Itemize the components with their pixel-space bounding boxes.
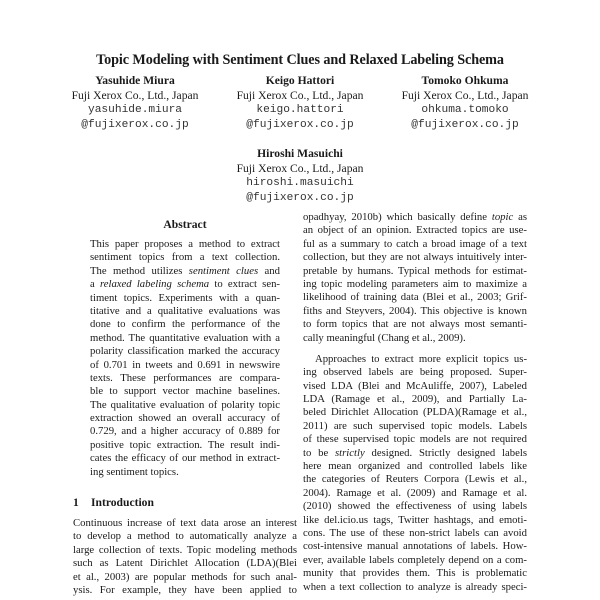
- text-line: LDA (Ramage et al., 2009), and Partially La-: [303, 393, 527, 406]
- text-line: This paper proposes a method to extract: [90, 238, 280, 250]
- introduction-body: [73, 517, 297, 597]
- paragraph: [303, 353, 527, 594]
- text-line: when a text collection to analyze is already speci-: [303, 580, 527, 593]
- text-line: to form topics that are not always most semanti-: [303, 318, 527, 331]
- text-line: vised LDA (Blei and McAuliffe, 2007), Labeled: [303, 379, 527, 392]
- author-block: [225, 147, 375, 205]
- text-line: sentiment topics from a text collection.: [90, 251, 280, 264]
- text-line: cally meaningful (Chang et al., 2009).: [303, 331, 466, 344]
- text-line: to develop a method to automatically analyze a: [73, 530, 297, 543]
- text-line: 2004). Ramage et al. (2009) and Ramage et al.: [303, 486, 527, 499]
- author-email-domain: @fujixerox.co.jp: [246, 191, 354, 204]
- text-line: fiths and Steyvers, 2004). This objective is known: [303, 304, 527, 317]
- text-line: 0.729, and a higher accuracy of 0.889 for: [90, 425, 280, 438]
- text-line: an object of an opinion. Extracted topics are use-: [303, 224, 527, 237]
- author-name: Yasuhide Miura: [95, 74, 175, 87]
- author-name: Hiroshi Masuichi: [257, 147, 343, 160]
- author-email-domain: @fujixerox.co.jp: [246, 118, 354, 131]
- paper-title: Topic Modeling with Sentiment Clues and Relaxed Labeling Schema: [96, 52, 504, 68]
- text-line: collection, but they are not always intuitively inter-: [303, 251, 527, 264]
- text-line: of 0.701 in tweets and 0.691 in newswire: [90, 358, 280, 371]
- text-line: ever, available labels completely depend on a com-: [303, 553, 527, 566]
- abstract-heading: Abstract: [163, 218, 207, 231]
- text-line: method. The quantitative evaluation with a: [90, 331, 280, 344]
- text-line: extraction showed an overall accuracy of: [90, 412, 280, 425]
- text-line: opadhyay, 2010b) which basically define topic as: [303, 211, 527, 223]
- text-line: cons. The use of these non-strict labels can avoid: [303, 526, 527, 539]
- text-line: The method utilizes sentiment clues and: [90, 264, 280, 277]
- text-line: Approaches to extract more explicit topics us-: [315, 352, 527, 365]
- abstract-body: [90, 238, 280, 479]
- text-line: cates the efficacy of our method in extract-: [90, 452, 280, 465]
- author-block: [225, 74, 375, 132]
- section-title: Introduction: [91, 496, 154, 509]
- text-line: to be strictly designed. Strictly designed labels: [303, 446, 527, 459]
- author-list: [60, 74, 540, 132]
- text-line: the categories of Reuters Corpora (Lewis et al.,: [303, 473, 527, 486]
- author-affiliation: Fuji Xerox Co., Ltd., Japan: [401, 88, 529, 102]
- author-affiliation: Fuji Xerox Co., Ltd., Japan: [236, 88, 364, 102]
- paragraph-gap: [303, 345, 527, 353]
- text-line: here mean organized and controlled labels like: [303, 460, 527, 473]
- author-affiliation: Fuji Xerox Co., Ltd., Japan: [236, 161, 364, 175]
- author-email-user: yasuhide.miura: [88, 104, 182, 116]
- author-email-user: keigo.hattori: [256, 104, 344, 116]
- text-line: beled Dirichlet Allocation (PLDA)(Ramage et al.,: [303, 406, 527, 419]
- text-line: such as Latent Dirichlet Allocation (LDA)(Blei: [73, 557, 297, 570]
- text-line: done to confirm the performance of the: [90, 318, 280, 331]
- author-name: Keigo Hattori: [265, 74, 335, 87]
- author-block: [390, 74, 540, 132]
- text-line: positive topic extraction. The result indi-: [90, 438, 280, 451]
- text-line: ing sentiment topics.: [90, 465, 179, 478]
- text-line: ble to support vector machine baselines.: [90, 385, 280, 398]
- text-line: polarity classification marked the accuracy: [90, 345, 280, 358]
- right-column-body: [303, 211, 527, 594]
- text-line: Continuous increase of text data arose an interest: [73, 517, 297, 529]
- text-line: likelihood of training data (Blei et al., 2003; Grif-: [303, 291, 527, 304]
- section-number: 1: [73, 496, 79, 509]
- author-affiliation: Fuji Xerox Co., Ltd., Japan: [71, 88, 199, 102]
- paragraph: [303, 211, 527, 345]
- author-block: [60, 74, 210, 132]
- text-line: ysis. For example, they have been applied to: [73, 583, 297, 596]
- author-email-domain: @fujixerox.co.jp: [411, 118, 519, 131]
- section-heading-introduction: [73, 496, 154, 509]
- text-line: ing observed labels are being proposed. Super-: [303, 366, 527, 379]
- text-line: cost-intensive manual annotations of labels. How-: [303, 540, 527, 553]
- author-email-user: ohkuma.tomoko: [421, 104, 509, 116]
- text-line: et al., 2003) are popular methods for such anal-: [73, 570, 297, 583]
- text-line: ful as a summary to catch a broad image of a text: [303, 237, 527, 250]
- text-line: timent topics. Experiments with a quan-: [90, 291, 280, 304]
- author-name: Tomoko Ohkuma: [421, 74, 509, 87]
- text-line: pretable by humans. Typical methods for estimat-: [303, 264, 527, 277]
- text-line: (2010) showed the effectiveness of using labels: [303, 500, 527, 513]
- text-line: like del.icio.us tags, Twitter hashtags, and emoti-: [303, 513, 527, 526]
- text-line: titative and a qualitative evaluations was: [90, 304, 280, 317]
- text-line: munity that provides them. This is problematic: [303, 567, 527, 580]
- text-line: ing topic modeling parameters aim to maximize a: [303, 277, 527, 290]
- text-line: The qualitative evaluation of polarity topic: [90, 398, 280, 411]
- text-line: 2011) are such supervised topic models. Labels: [303, 419, 527, 432]
- text-line: texts. These performances are compara-: [90, 371, 280, 384]
- author-email-domain: @fujixerox.co.jp: [81, 118, 189, 131]
- author-email-user: hiroshi.masuichi: [246, 177, 354, 189]
- text-line: of these supervised topic models are not required: [303, 433, 527, 446]
- text-line: large collection of texts. Topic modeling methods: [73, 543, 297, 556]
- text-line: a relaxed labeling schema to extract sen-: [90, 278, 280, 291]
